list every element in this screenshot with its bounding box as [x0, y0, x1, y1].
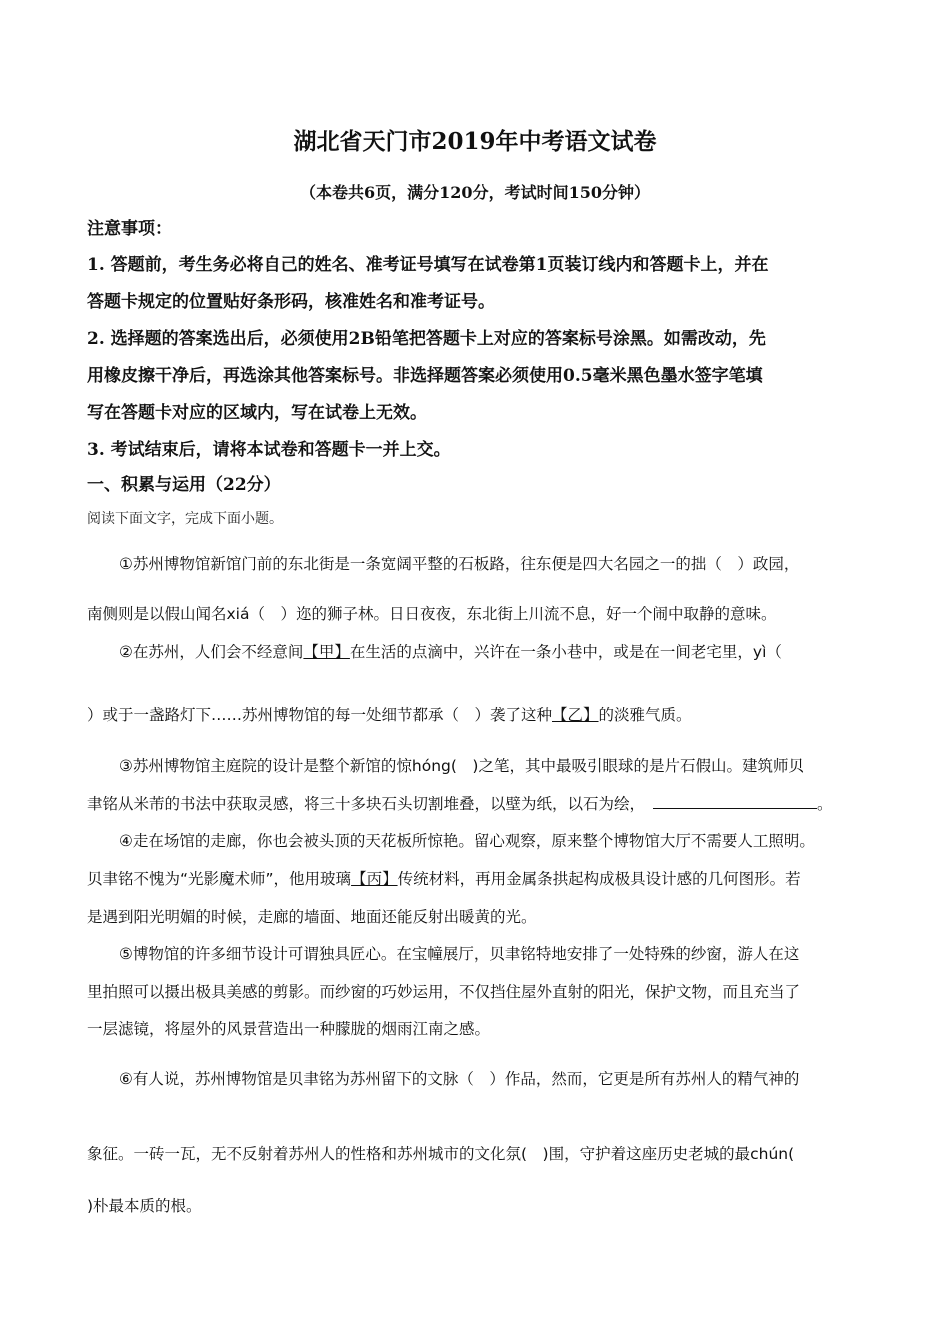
paragraph-5-line-1: ⑤博物馆的许多细节设计可谓独具匠心。在宝幢展厅，贝聿铭特地安排了一处特殊的纱窗，游人在这: [119, 945, 800, 963]
paragraph-4-line-3: 是遇到阳光明媚的时候，走廊的墙面、地面还能反射出暖黄的光。: [87, 908, 537, 926]
blank-mark-bing: 【丙】: [351, 870, 398, 888]
notice-item-3: 3. 考试结束后，请将本试卷和答题卡一并上交。: [87, 440, 451, 460]
paragraph-6-line-2: 象征。一砖一瓦，无不反射着苏州人的性格和苏州城市的文化氛( )围，守护着这座历史老城的最chún(: [87, 1145, 795, 1163]
paragraph-4-line-2: [87, 867, 801, 889]
paragraph-2-line-1: [119, 640, 782, 662]
paragraph-1-line-2: 南侧则是以假山闻名xiá（ ）迩的狮子林。日日夜夜，东北街上川流不息，好一个闹中取静的意味。: [87, 605, 777, 623]
paragraph-2-text-c: ）或于一盏路灯下……苏州博物馆的每一处细节都承（ ）袭了这种: [87, 706, 553, 724]
notice-item-1-line-1: 1. 答题前，考生务必将自己的姓名、准考证号填写在试卷第1页装订线内和答题卡上，并在: [87, 255, 769, 275]
paragraph-3-text: 聿铭从米芾的书法中获取灵感，将三十多块石头切割堆叠，以壁为纸，以石为绘，: [87, 795, 646, 813]
paragraph-5-line-3: 一层滤镜，将屋外的风景营造出一种朦胧的烟雨江南之感。: [87, 1020, 491, 1038]
paragraph-4-text-b: 传统材料，再用金属条拱起构成极具设计感的几何图形。若: [397, 870, 801, 888]
notice-heading: 注意事项：: [87, 219, 172, 239]
paragraph-3-line-2: [87, 792, 833, 814]
blank-mark-yi: 【乙】: [552, 706, 599, 724]
paragraph-6-line-3: )朴最本质的根。: [87, 1197, 202, 1215]
paragraph-4-line-1: ④走在场馆的走廊，你也会被头顶的天花板所惊艳。留心观察，原来整个博物馆大厅不需要人工照明。: [119, 832, 815, 850]
paragraph-3-line-1: ③苏州博物馆主庭院的设计是整个新馆的惊hóng( )之笔，其中最吸引眼球的是片石假山。建筑师贝: [119, 757, 804, 775]
paragraph-2-line-2: [87, 703, 692, 725]
paragraph-6-line-1: ⑥有人说，苏州博物馆是贝聿铭为苏州留下的文脉（ ）作品，然而，它更是所有苏州人的精气神的: [119, 1070, 800, 1088]
notice-item-2-line-2: 用橡皮擦干净后，再选涂其他答案标号。非选择题答案必须使用0.5毫米黑色墨水签字笔填: [87, 366, 763, 386]
paragraph-3-end: 。: [817, 795, 833, 813]
paragraph-2-text-a: ②在苏州，人们会不经意间: [119, 643, 304, 661]
paragraph-2-text-d: 的淡雅气质。: [598, 706, 692, 724]
paragraph-5-line-2: 里拍照可以摄出极具美感的剪影。而纱窗的巧妙运用，不仅挡住屋外直射的阳光，保护文物，而且充当了: [87, 983, 801, 1001]
reading-instruction: 阅读下面文字，完成下面小题。: [87, 511, 283, 527]
paragraph-4-text-a: 贝聿铭不愧为“光影魔术师”，他用玻璃: [87, 870, 352, 888]
paragraph-2-text-b: 在生活的点滴中，兴许在一条小巷中，或是在一间老宅里，yì（: [349, 643, 782, 661]
page-subtitle: （本卷共6页，满分120分，考试时间150分钟）: [300, 183, 650, 202]
page-title: 湖北省天门市2019年中考语文试卷: [293, 128, 657, 155]
notice-item-2-line-1: 2. 选择题的答案选出后，必须使用2B铅笔把答题卡上对应的答案标号涂黑。如需改动，先: [87, 329, 766, 349]
notice-item-1-line-2: 答题卡规定的位置贴好条形码，核准姓名和准考证号。: [87, 292, 495, 312]
section-heading: 一、积累与运用（22分）: [87, 475, 281, 495]
paragraph-1-line-1: ①苏州博物馆新馆门前的东北街是一条宽阔平整的石板路，往东便是四大名园之一的拙（ ）政园，: [119, 555, 800, 573]
blank-mark-jia: 【甲】: [303, 643, 350, 661]
notice-item-2-line-3: 写在答题卡对应的区域内，写在试卷上无效。: [87, 403, 427, 423]
answer-blank-line: [653, 793, 817, 809]
